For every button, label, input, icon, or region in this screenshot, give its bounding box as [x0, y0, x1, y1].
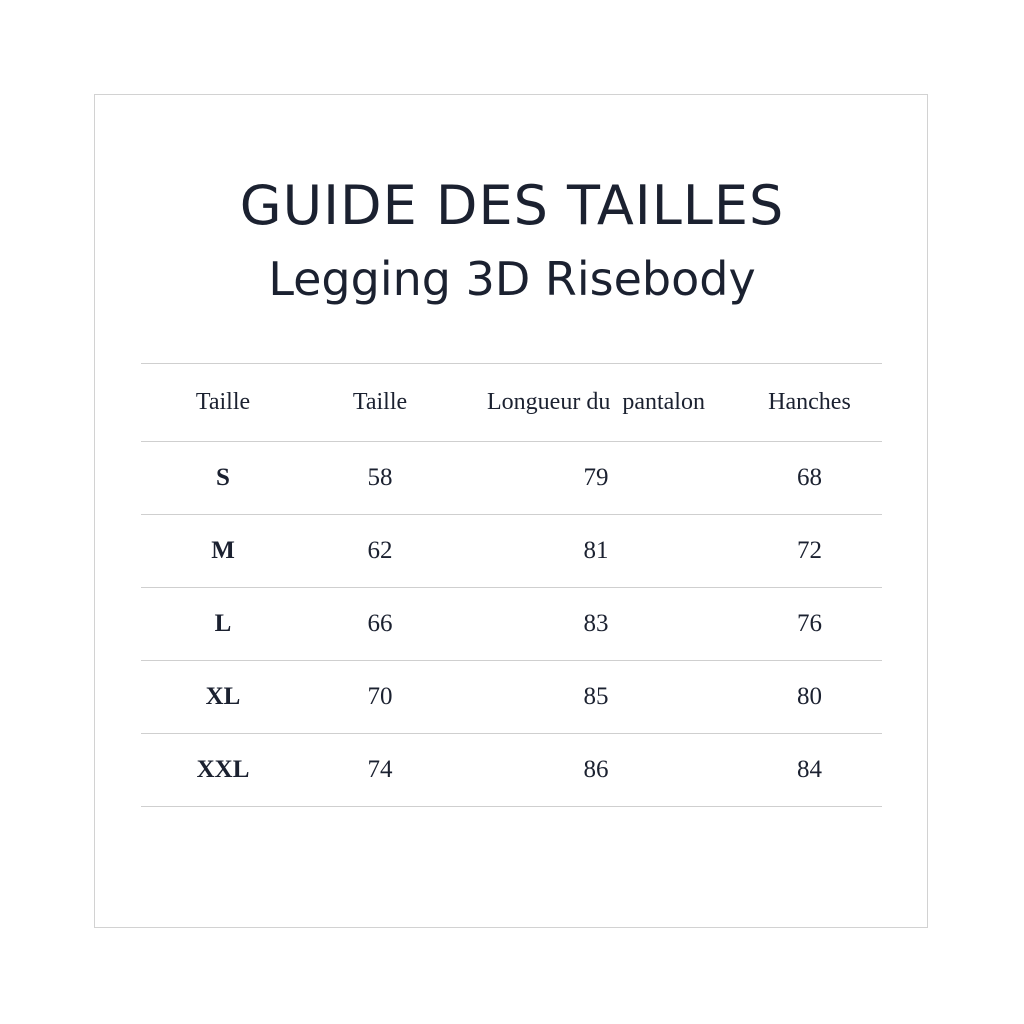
table-row [141, 515, 882, 588]
table-header-row [141, 364, 882, 442]
size-table [141, 363, 882, 807]
product-subtitle: Legging 3D Risebody [268, 252, 756, 306]
hips-value: 68 [797, 464, 822, 491]
waist-value: 66 [367, 610, 393, 637]
table-row [141, 588, 882, 661]
waist-value: 74 [367, 756, 393, 783]
size-label: L [214, 610, 232, 637]
length-value: 81 [583, 537, 609, 564]
column-header-size: Taille [195, 389, 251, 415]
column-header-hips: Hanches [768, 389, 851, 415]
table-row [141, 442, 882, 515]
column-header-length: Longueur du pantalon [487, 389, 705, 415]
hips-value: 76 [797, 610, 822, 637]
length-value: 86 [583, 756, 609, 783]
length-value: 85 [583, 683, 609, 710]
length-value: 83 [583, 610, 609, 637]
waist-value: 58 [367, 464, 393, 491]
length-value: 79 [583, 464, 609, 491]
waist-value: 70 [367, 683, 393, 710]
size-label: XXL [196, 756, 250, 783]
page-title: GUIDE DES TAILLES [239, 174, 785, 237]
waist-value: 62 [367, 537, 393, 564]
table-row [141, 661, 882, 734]
size-label: S [216, 464, 230, 491]
hips-value: 72 [797, 537, 822, 564]
table-row [141, 734, 882, 807]
size-label: XL [205, 683, 241, 710]
hips-value: 80 [797, 683, 822, 710]
hips-value: 84 [797, 756, 822, 783]
column-header-waist: Taille [352, 389, 408, 415]
size-label: M [211, 537, 235, 564]
